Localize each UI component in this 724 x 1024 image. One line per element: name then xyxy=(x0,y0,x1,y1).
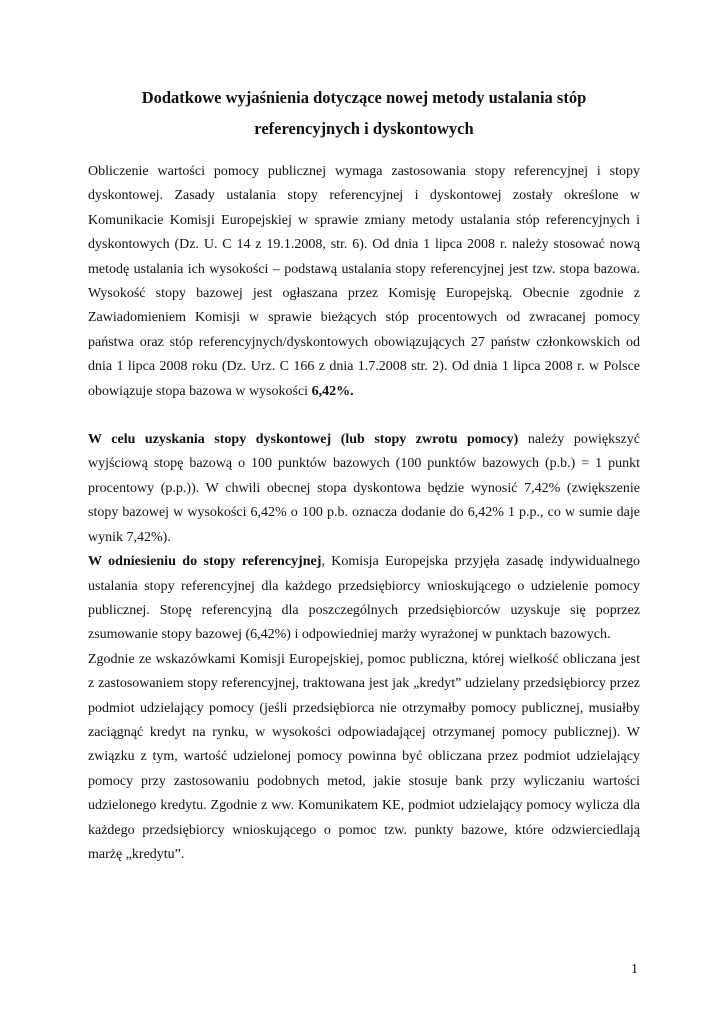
page-number: 1 xyxy=(631,962,638,977)
paragraph-discount-rate xyxy=(88,428,640,550)
paragraph-gap xyxy=(88,404,640,428)
paragraph-guidelines xyxy=(88,648,640,868)
document-page xyxy=(88,82,640,867)
page-title xyxy=(88,82,640,144)
title-line-2: referencyjnych i dyskontowych xyxy=(254,119,474,138)
paragraph-intro-bold: 6,42%. xyxy=(311,383,354,399)
paragraph-reference-rate xyxy=(88,550,640,648)
paragraph-reference-rate-bold: W odniesieniu do stopy referencyjnej xyxy=(88,554,322,570)
paragraph-intro-text: Obliczenie wartości pomocy publicznej wymaga zastosowania stopy referencyjnej i stopy dyskontowej. Zasady ustalania stopy referencyjnej i dyskontowej zostały określone w Komunikacie Komisji Europejskiej w sprawie zmiany metody ustalania stóp referencyjnych i dyskontowych (Dz. U. C 14 z 19.1.2008, str. 6). Od dnia 1 lipca 2008 r. należy stosować nową metodę ustalania ich wysokości – podstawą ustalania stopy referencyjnej jest tzw. stopa bazowa. Wysokość stopy bazowej jest ogłaszana przez Komisję Europejską. Obecnie zgodnie z Zawiadomieniem Komisji w sprawie bieżących stóp procentowych od zwracanej pomocy państwa oraz stóp referencyjnych/dyskontowych obowiązujących 27 państw członkowskich od dnia 1 lipca 2008 roku (Dz. Urz. C 166 z dnia 1.7.2008 str. 2). Od dnia 1 lipca 2008 r. w Polsce obowiązuje stopa bazowa w wysokości xyxy=(88,164,640,399)
paragraph-discount-rate-bold: W celu uzyskania stopy dyskontowej (lub stopy zwrotu pomocy) xyxy=(88,432,519,448)
paragraph-intro xyxy=(88,160,640,404)
paragraph-discount-rate-text: należy powiększyć wyjściową stopę bazową o 100 punktów bazowych (100 punktów bazowych (p.b.) = 1 punkt procentowy (p.p.)). W chwili obecnej stopa dyskontowa będzie wynosić 7,42% (zwiększenie stopy bazowej w wysokości 6,42% o 100 p.b. oznacza dodanie do 6,42% 1 p.p., co w sumie daje wynik 7,42%). xyxy=(88,432,640,545)
paragraph-reference-rate-text: , Komisja Europejska przyjęła zasadę indywidualnego ustalania stopy referencyjnej dla każdego przedsiębiorcy wnioskującego o udzielenie pomocy publicznej. Stopę referencyjną dla poszczególnych przedsiębiorców uzyskuje się poprzez zsumowanie stopy bazowej (6,42%) i odpowiedniej marży wyrażonej w punktach bazowych. xyxy=(88,554,641,643)
paragraph-guidelines-text: Zgodnie ze wskazówkami Komisji Europejskiej, pomoc publiczna, której wielkość obliczana jest z zastosowaniem stopy referencyjnej, traktowana jest jak „kredyt” udzielany przedsiębiorcy przez podmiot udzielający pomocy (jeśli przedsiębiorca nie otrzymałby pomocy publicznej, musiałby zaciągnąć kredyt na rynku, w wysokości odpowiadającej otrzymanej pomocy publicznej). W związku z tym, wartość udzielonej pomocy powinna być obliczana przez podmiot udzielający pomocy przy zastosowaniu podobnych metod, jakie stosuje bank przy wyliczaniu wartości udzielonego kredytu. Zgodnie z ww. Komunikatem KE, podmiot udzielający pomocy wylicza dla każdego przedsiębiorcy wnioskującego o pomoc tzw. punkty bazowe, które odzwierciedlają marżę „kredytu”. xyxy=(88,651,640,862)
title-line-1: Dodatkowe wyjaśnienia dotyczące nowej metody ustalania stóp xyxy=(141,88,587,107)
